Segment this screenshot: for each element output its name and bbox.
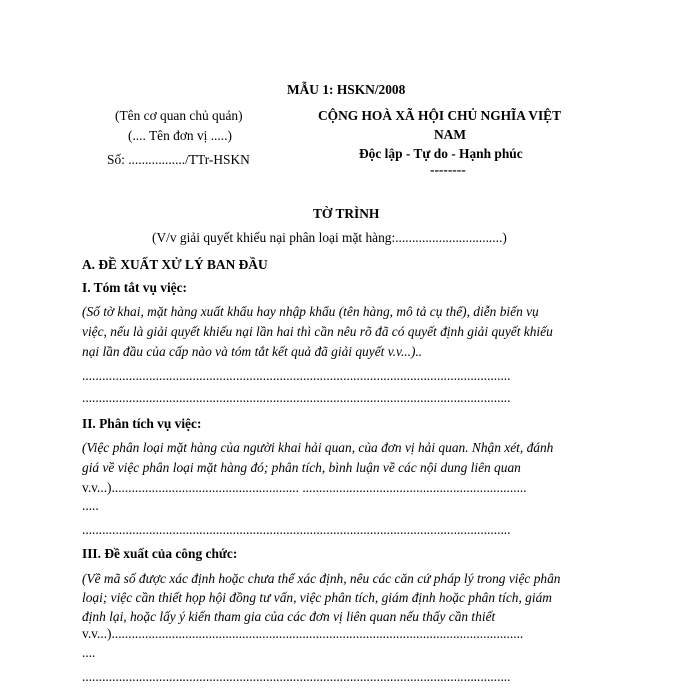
- section-a-heading: A. ĐỀ XUẤT XỬ LÝ BAN ĐẦU: [82, 257, 268, 272]
- section-3-heading: III. Đề xuất của công chức:: [82, 546, 238, 561]
- section-3-instruction-line5: ....: [82, 645, 96, 660]
- document-number: Số: ................./TTr-HSKN: [107, 152, 250, 167]
- section-2-instruction-line1: (Việc phân loại mặt hàng của người khai hải quan, của đơn vị hải quan. Nhận xét, đánh: [82, 440, 554, 455]
- section-3-instruction-line3: định lại, hoặc lấy ý kiến tham gia của các đơn vị liên quan nếu thấy cần thiết: [82, 609, 496, 624]
- section-2-heading: II. Phân tích vụ việc:: [82, 416, 202, 431]
- section-2-fill-line1: ................................................................................................................................: [82, 522, 511, 537]
- section-2-instruction-line3: v.v...)........................................................ ...................................................................: [82, 480, 527, 495]
- section-1-instruction-line2: việc, nếu là giải quyết khiếu nại lần hai thì cần nêu rõ đã có quyết định giải quyết khiếu: [82, 324, 553, 339]
- unit-name: (.... Tên đơn vị .....): [128, 128, 232, 143]
- section-1-instruction-line1: (Số tờ khai, mặt hàng xuất khẩu hay nhập khẩu (tên hàng, mô tả cụ thể), diễn biến vụ: [82, 304, 539, 319]
- section-1-instruction-line3: nại lần đầu của cấp nào và tóm tắt kết quả đã giải quyết v.v...)..: [82, 344, 423, 359]
- section-2-instruction-line2: giá về việc phân loại mặt hàng đó; phân tích, bình luận về các nội dung liên quan: [82, 460, 521, 475]
- section-3-instruction-line2: loại; việc cần thiết họp hội đồng tư vấn, việc phân tích, giám định hoặc phân tích, giám: [82, 590, 552, 605]
- country-name-line1: CỘNG HOÀ XÃ HỘI CHỦ NGHĨA VIỆT: [318, 108, 562, 123]
- section-3-instruction-line1: (Về mã số được xác định hoặc chưa thể xác định, nêu các căn cứ pháp lý trong việc phân: [82, 571, 561, 586]
- form-code: MẪU 1: HSKN/2008: [287, 82, 406, 97]
- country-name-line2: NAM: [434, 127, 466, 142]
- agency-name: (Tên cơ quan chủ quản): [115, 108, 243, 123]
- section-2-instruction-line4: .....: [82, 498, 99, 513]
- section-3-fill-line1: ................................................................................................................................: [82, 669, 511, 684]
- document-subject: (V/v giải quyết khiếu nại phân loại mặt hàng:................................): [152, 230, 507, 245]
- motto-underline: --------: [430, 162, 466, 177]
- national-motto: Độc lập - Tự do - Hạnh phúc: [359, 146, 523, 161]
- section-1-heading: I. Tóm tắt vụ việc:: [82, 280, 188, 295]
- section-1-fill-line1: ................................................................................................................................: [82, 368, 511, 383]
- section-1-fill-line2: ................................................................................................................................: [82, 390, 511, 405]
- document-title: TỜ TRÌNH: [313, 206, 380, 221]
- section-3-instruction-line4: v.v...)...........................................................................................................................: [82, 626, 524, 641]
